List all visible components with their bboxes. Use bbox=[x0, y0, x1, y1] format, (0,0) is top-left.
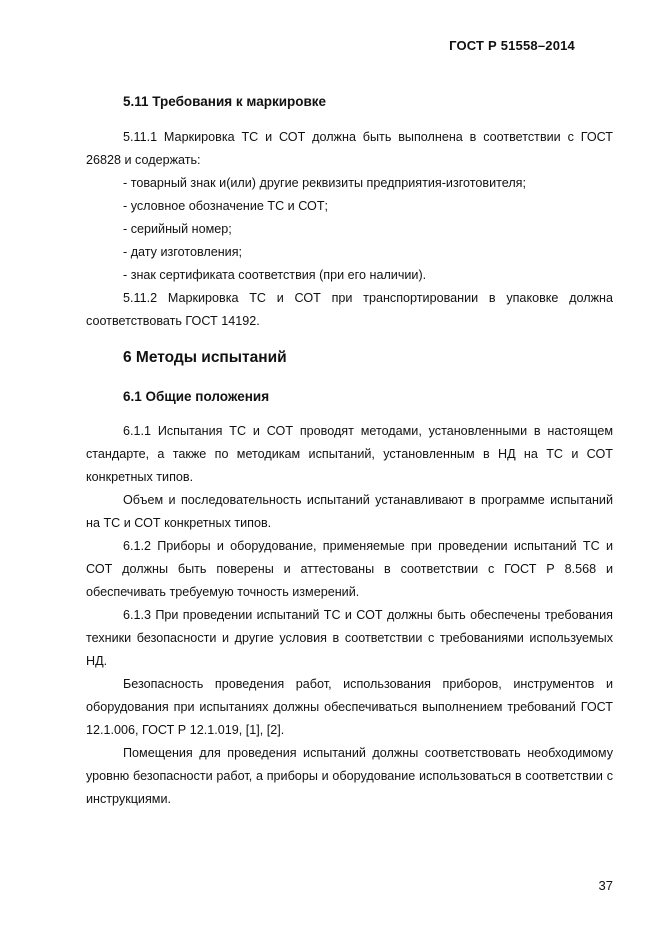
paragraph: 6.1.1 Испытания ТС и СОТ проводят методами, установленными в настоящем стандарте, а также по методикам испытаний, установленным в НД на ТС и СОТ конкретных типов. bbox=[86, 424, 613, 484]
document-code-header: ГОСТ Р 51558–2014 bbox=[449, 38, 575, 53]
section-5-11-body bbox=[86, 126, 613, 333]
paragraph: Помещения для проведения испытаний должны соответствовать необходимому уровню безопасности работ, а приборы и оборудование использоваться в соответствии с инструкциями. bbox=[86, 746, 613, 806]
paragraph-5-11-1: 5.11.1 Маркировка ТС и СОТ должна быть выполнена в соответствии с ГОСТ 26828 и содержать: bbox=[86, 130, 613, 167]
paragraph: 6.1.3 При проведении испытаний ТС и СОТ должны быть обеспечены требования техники безопасности и другие условия в соответствии с требованиями используемых НД. bbox=[86, 608, 613, 668]
list-item: - условное обозначение ТС и СОТ; bbox=[123, 199, 329, 213]
section-6-1-heading: 6.1 Общие положения bbox=[123, 389, 270, 404]
paragraph: Безопасность проведения работ, использования приборов, инструментов и оборудования при испытаниях должны обеспечиваться выполнением требований ГОСТ 12.1.006, ГОСТ Р 12.1.019, [1], [2]. bbox=[86, 677, 613, 737]
section-6-1-body bbox=[86, 420, 613, 811]
list-item: - серийный номер; bbox=[123, 222, 232, 236]
paragraph: Объем и последовательность испытаний устанавливают в программе испытаний на ТС и СОТ конкретных типов. bbox=[86, 493, 613, 530]
section-6-heading: 6 Методы испытаний bbox=[123, 349, 287, 366]
list-item: - дату изготовления; bbox=[123, 245, 243, 259]
section-5-11-heading: 5.11 Требования к маркировке bbox=[123, 94, 327, 109]
paragraph: 6.1.2 Приборы и оборудование, применяемые при проведении испытаний ТС и СОТ должны быть поверены и аттестованы в соответствии с ГОСТ Р 8.568 и обеспечивать требуемую точность измерений. bbox=[86, 539, 613, 599]
page-number: 37 bbox=[598, 878, 613, 893]
list-item: - знак сертификата соответствия (при его наличии). bbox=[123, 268, 427, 282]
paragraph-5-11-2: 5.11.2 Маркировка ТС и СОТ при транспортировании в упаковке должна соответствовать ГОСТ 14192. bbox=[86, 291, 613, 328]
list-item: - товарный знак и(или) другие реквизиты предприятия-изготовителя; bbox=[123, 176, 526, 190]
